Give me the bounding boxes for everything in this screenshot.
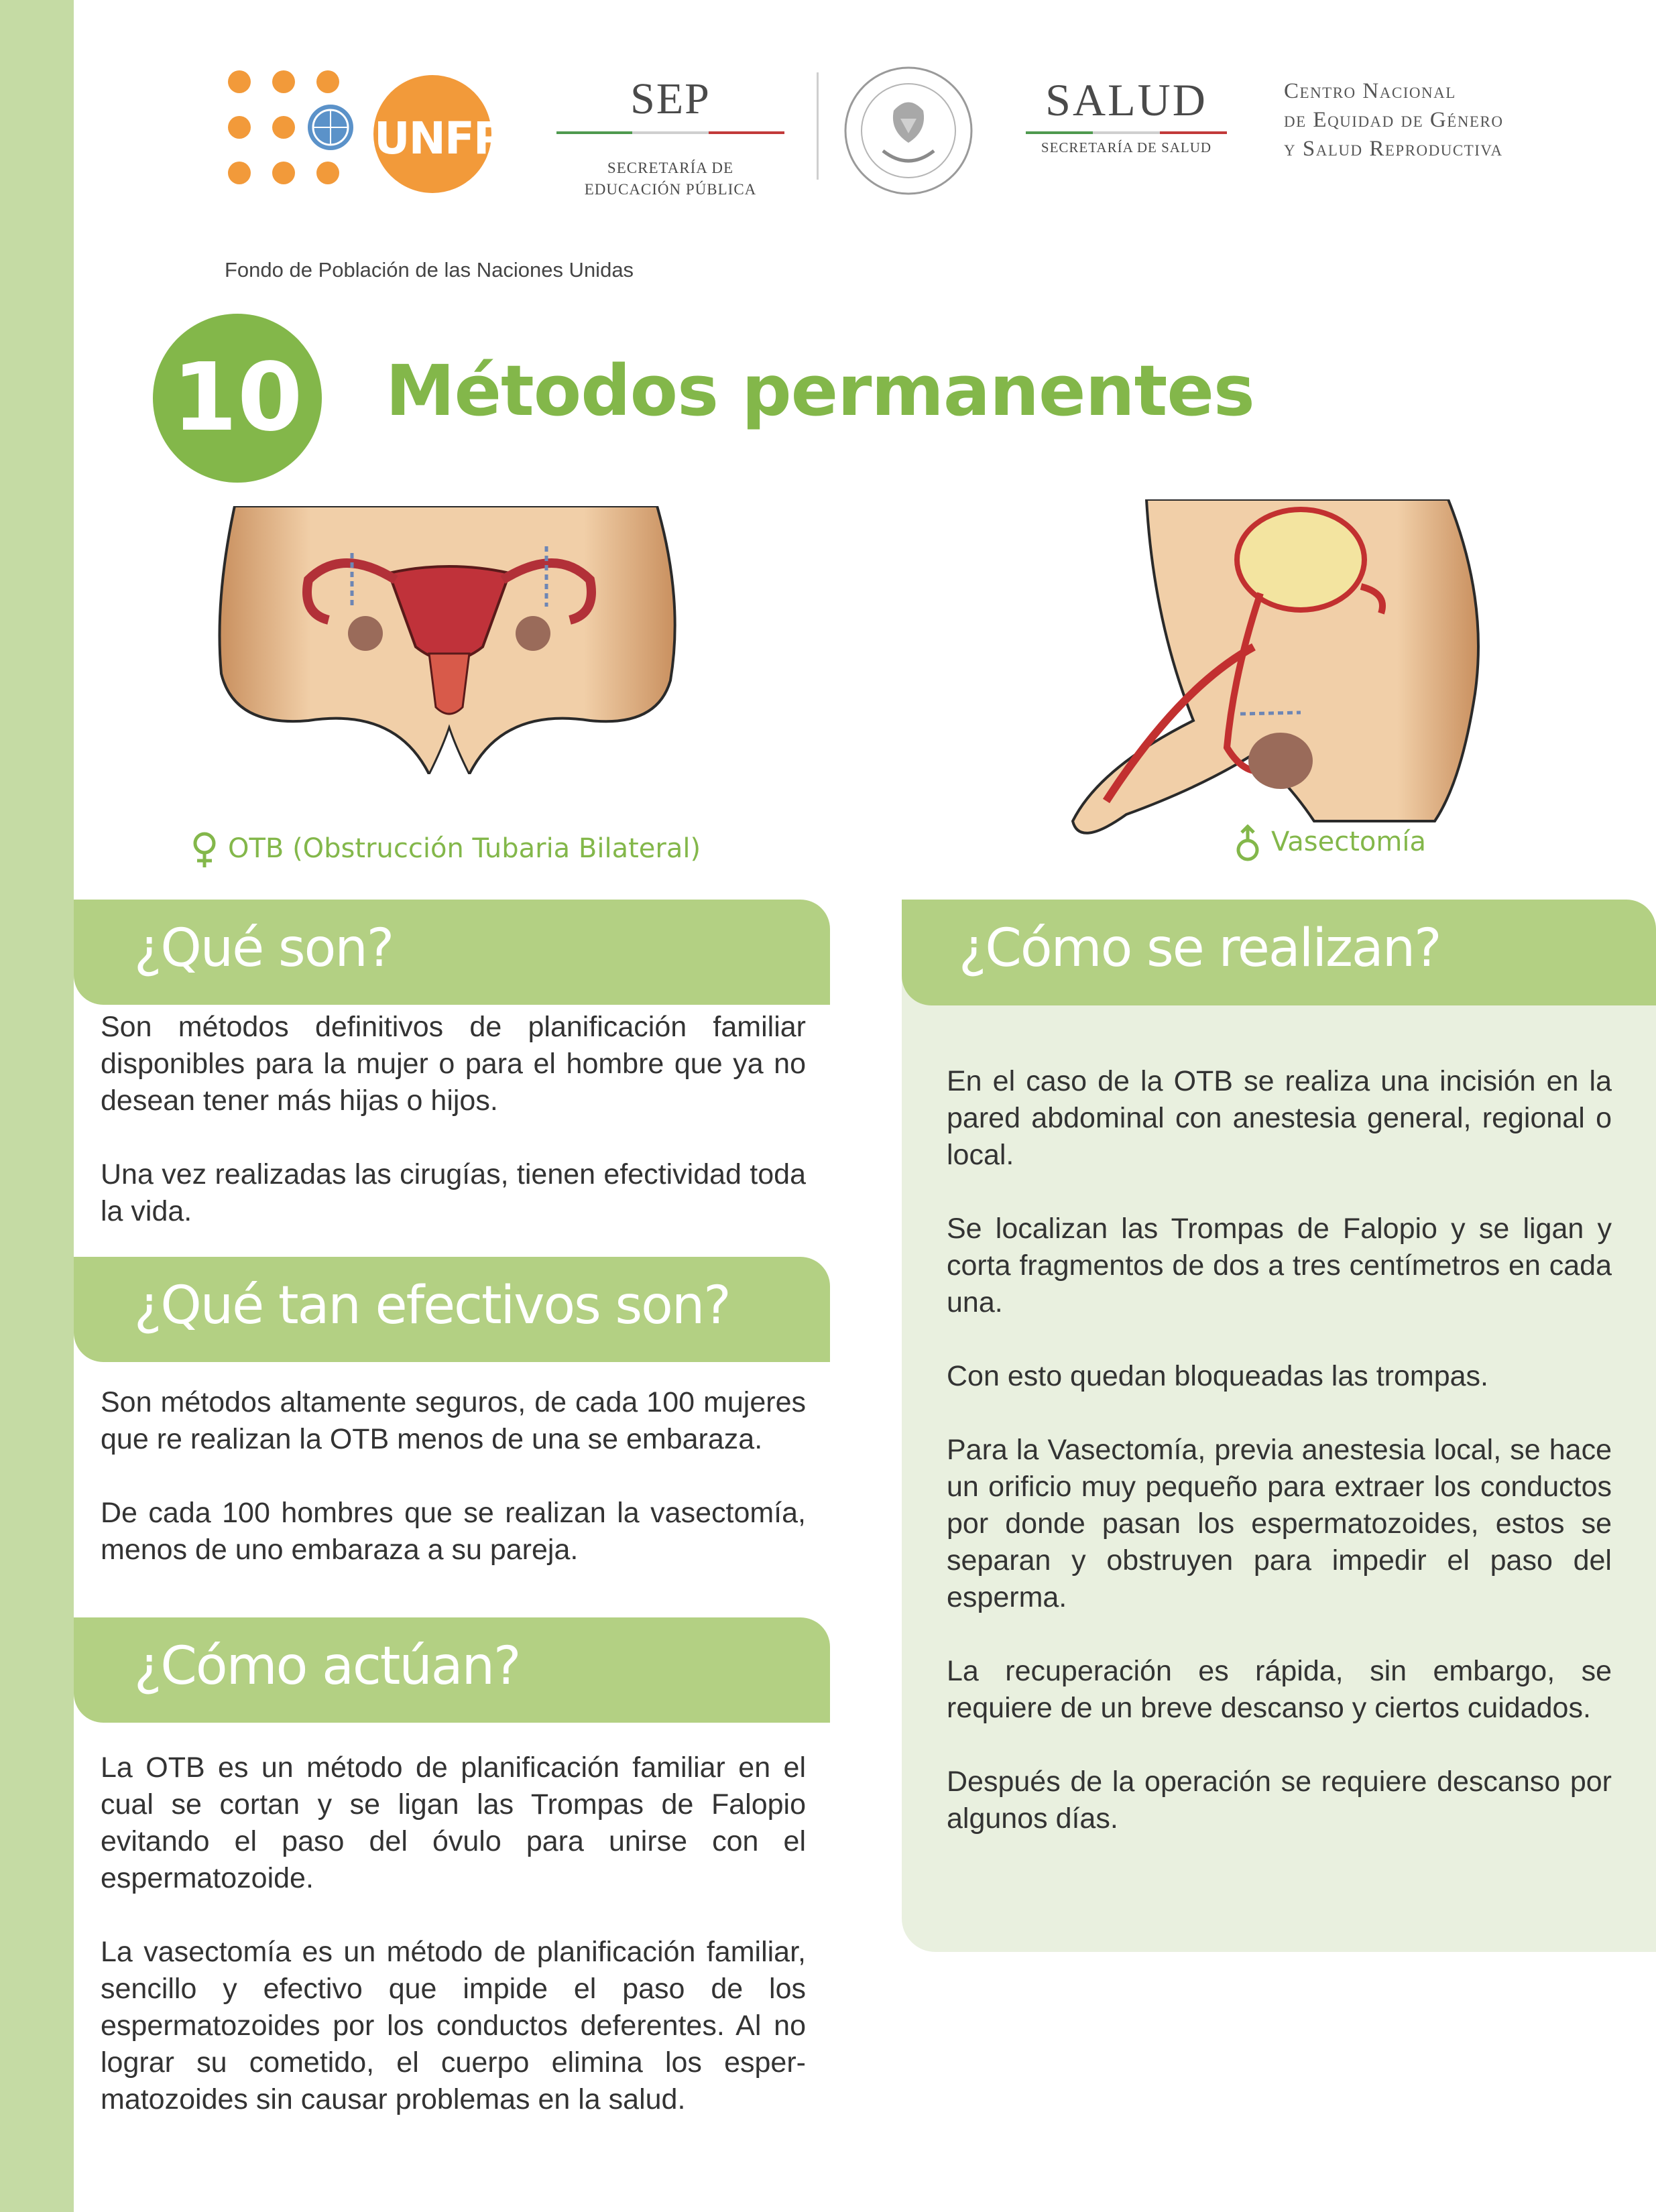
paragraph: De cada 100 hombres que se realizan la vasectomía, menos de uno embaraza a su pareja. xyxy=(101,1497,806,1566)
paragraph: Son métodos definitivos de planificación familiar disponibles para la mujer o para el hombre que ya no desean tener más hijas o hijos. xyxy=(101,1011,806,1117)
male-symbol-icon xyxy=(1232,824,1263,862)
paragraph: Para la Vasectomía, previa anestesia local, se hace un orificio muy pequeño para extraer los conductos por donde pasan los espermatozoides, estos se separan y obstruyen para impedir el paso del esperma. xyxy=(947,1434,1612,1613)
heading-como-se-realizan xyxy=(902,900,1656,1005)
heading-que-tan-efectivos-text: ¿Qué tan efectivos son? xyxy=(134,1276,730,1336)
fondo-text: Fondo de Población de las Naciones Unidas xyxy=(225,258,634,282)
paragraph: En el caso de la OTB se realiza una incisión en la pared abdominal con anestesia general, regional o local. xyxy=(947,1065,1612,1171)
paragraph: Una vez realizadas las cirugías, tienen efectividad toda la vida. xyxy=(101,1158,806,1227)
salud-logo-subtitle: SECRETARÍA DE SALUD xyxy=(1041,139,1212,156)
logo-divider xyxy=(817,72,819,180)
paragraph: Se localizan las Trompas de Falopio y se ligan y corta fragmentos de dos a tres centímetros en cada una. xyxy=(947,1213,1612,1318)
paragraph: Después de la operación se requiere descanso por algunos días. xyxy=(947,1766,1612,1835)
paragraph: Con esto quedan bloqueadas las trompas. xyxy=(947,1360,1488,1392)
heading-como-actuan-text: ¿Cómo actúan? xyxy=(134,1636,520,1697)
unfpa-logo xyxy=(355,74,534,194)
heading-que-son xyxy=(74,900,830,1005)
como-actuan-body xyxy=(101,1749,806,2155)
cneg-logo-text xyxy=(1284,77,1503,164)
female-anatomy-illustration xyxy=(188,506,711,774)
cneg-line-2: de Equidad de Género xyxy=(1284,108,1504,132)
cneg-line-1: Centro Nacional xyxy=(1284,79,1456,103)
salud-logo-title: SALUD xyxy=(1045,74,1207,125)
que-tan-efectivos-body xyxy=(101,1384,806,1605)
male-anatomy-illustration xyxy=(1032,499,1509,848)
heading-como-actuan xyxy=(74,1617,830,1723)
side-band xyxy=(0,0,74,2212)
male-caption-text: Vasectomía xyxy=(1271,826,1426,857)
heading-que-son-text: ¿Qué son? xyxy=(134,918,394,979)
paragraph: La OTB es un método de planificación familiar en el cual se cortan y se ligan las Trompas de Falopio evitando el paso del óvulo para unirse con el espermatozoide. xyxy=(101,1752,806,1894)
heading-que-tan-efectivos xyxy=(74,1257,830,1362)
sep-subtitle-line-2: EDUCACIÓN PÚBLICA xyxy=(584,181,757,198)
cneg-line-3: y Salud Reproductiva xyxy=(1284,137,1503,161)
male-caption xyxy=(1232,824,1426,862)
paragraph: La vasectomía es un método de planificación familiar, sencillo y efectivo que impide el paso de los espermatozoides por los conductos deferentes. Al no lograr su cometido, el cuerpo elimina los espermatozoides sin causar problemas en la salud. xyxy=(101,1936,806,2115)
paragraph: La recuperación es rápida, sin embargo, se requiere de un breve descanso y ciertos cuidados. xyxy=(947,1655,1612,1724)
sep-logo-subtitle xyxy=(556,158,784,200)
heading-como-se-realizan-text: ¿Cómo se realizan? xyxy=(959,918,1441,979)
page-title: Métodos permanentes xyxy=(386,350,1254,432)
unfpa-logo-text: UNFPA xyxy=(374,113,534,164)
section-number-badge: 10 xyxy=(153,314,322,483)
female-caption xyxy=(189,831,701,869)
sep-logo-title: SEP xyxy=(630,74,711,123)
female-caption-text: OTB (Obstrucción Tubaria Bilateral) xyxy=(228,833,701,864)
que-son-body xyxy=(101,1009,806,1267)
sep-logo-line xyxy=(556,131,784,134)
sep-subtitle-line-1: SECRETARÍA DE xyxy=(607,160,734,176)
salud-logo-line xyxy=(1026,131,1227,134)
female-symbol-icon xyxy=(189,831,220,869)
como-se-realizan-body xyxy=(947,1063,1612,1874)
mexico-seal-icon xyxy=(841,64,975,198)
paragraph: Son métodos altamente seguros, de cada 100 mujeres que re realizan la OTB menos de una se embaraza. xyxy=(101,1386,806,1455)
